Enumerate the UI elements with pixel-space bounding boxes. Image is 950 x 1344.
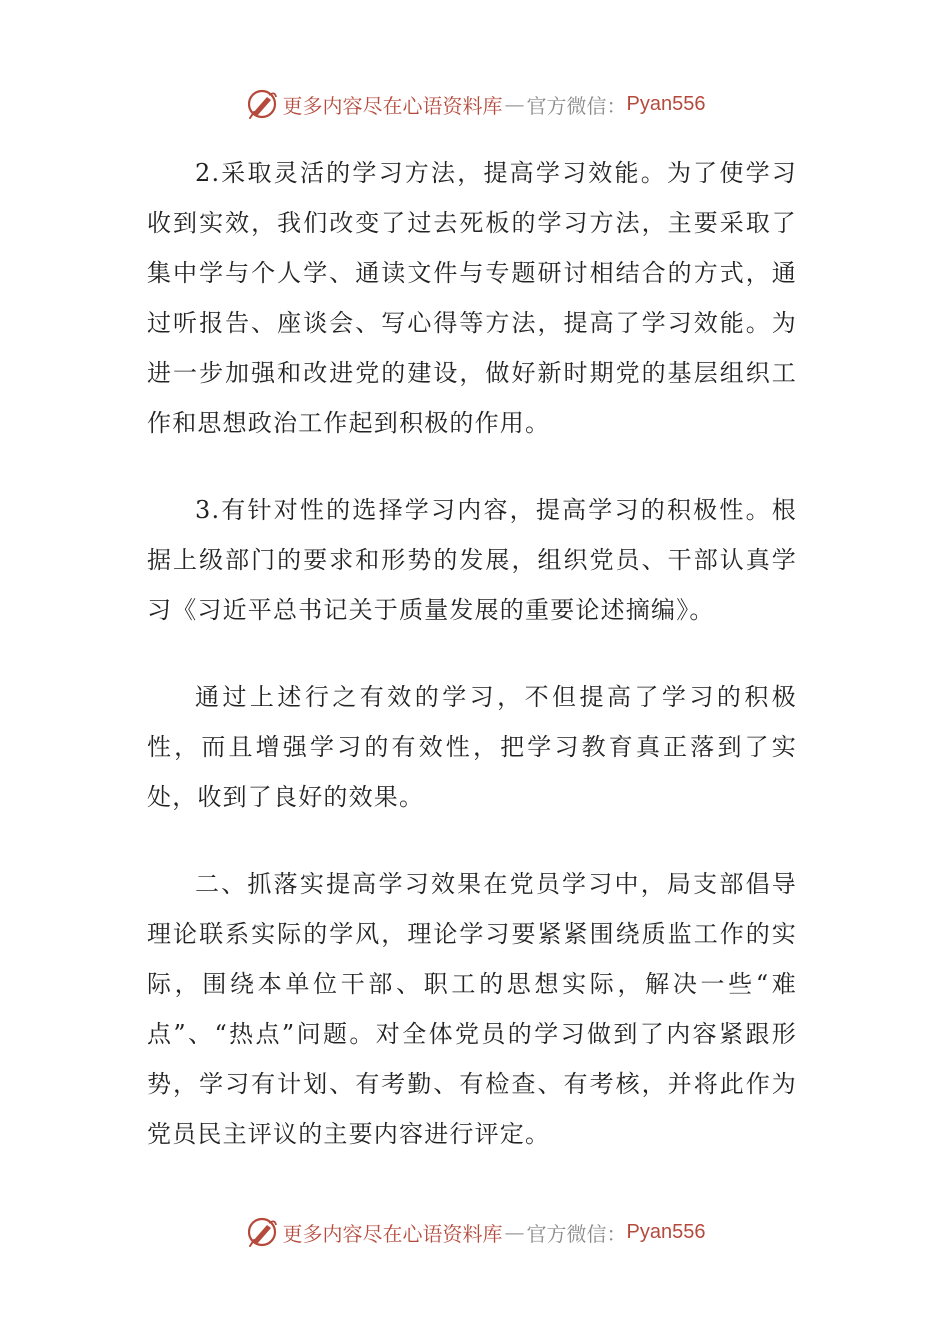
header-dash: — xyxy=(504,92,525,116)
pen-logo-icon xyxy=(245,87,279,121)
paragraph-4: 二、抓落实提高学习效果在党员学习中，局支部倡导理论联系实际的学风，理论学习要紧紧围绕质监工作的实际，围绕本单位干部、职工的思想实际，解决一些“难点”、“热点”问题。对全体党员的学习做到了内容紧跟形势，学习有计划、有考勤、有检查、有考核，并将此作为党员民主评议的主要内容进行评定。 xyxy=(147,870,797,1148)
paragraph-gap xyxy=(147,822,797,859)
footer-wechat-label: 官方微信： xyxy=(526,1221,627,1246)
footer-wechat-id: Pyan556 xyxy=(626,1220,706,1243)
header-wechat-id: Pyan556 xyxy=(626,92,706,115)
paragraph-2: 3.有针对性的选择学习内容，提高学习的积极性。根据上级部门的要求和形势的发展，组织党员、干部认真学习《习近平总书记关于质量发展的重要论述摘编》。 xyxy=(147,496,797,624)
footer-banner xyxy=(0,1212,950,1252)
pen-logo-icon xyxy=(245,1215,279,1249)
footer-brand-text: 更多内容尽在心语资料库 xyxy=(282,1221,503,1246)
header-banner xyxy=(0,84,950,124)
document-body xyxy=(147,148,797,1159)
footer-dash: — xyxy=(504,1220,525,1244)
paragraph-gap xyxy=(147,448,797,485)
paragraph-3: 通过上述行之有效的学习，不但提高了学习的积极性，而且增强学习的有效性，把学习教育真正落到了实处，收到了良好的效果。 xyxy=(147,683,797,811)
header-wechat-label: 官方微信： xyxy=(526,93,627,118)
paragraph-1: 2.采取灵活的学习方法，提高学习效能。为了使学习收到实效，我们改变了过去死板的学习方法，主要采取了集中学与个人学、通读文件与专题研讨相结合的方式，通过听报告、座谈会、写心得等方法，提高了学习效能。为进一步加强和改进党的建设，做好新时期党的基层组织工作和思想政治工作起到积极的作用。 xyxy=(147,159,797,437)
header-brand-text: 更多内容尽在心语资料库 xyxy=(282,93,503,118)
paragraph-gap xyxy=(147,635,797,672)
